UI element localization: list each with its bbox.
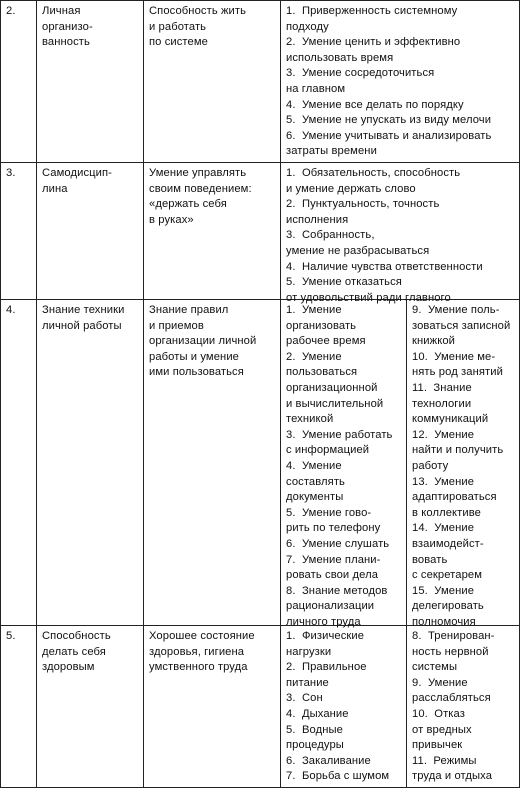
skill-item: 6. Умение слушать [286,538,390,550]
competency-name: ванность [42,36,90,49]
skill-item: системы [412,661,458,674]
row-number: 5. [6,630,16,642]
skill-item: 5. Умение гово- [286,506,372,519]
competency-name: личной работы [42,319,122,332]
skill-item: 10. Отказ [412,708,465,720]
competency-name: здоровым [42,661,95,674]
skill-item: 3. Собранность, [286,229,375,242]
skill-item: от вредных [412,723,472,736]
skill-item: исполнения [286,213,349,226]
skill-item: документы [286,491,344,504]
skill-item: и умение держать слово [286,182,416,195]
competency-name: делать себя [42,645,106,658]
skill-item: 7. Борьба с шумом [286,770,390,783]
column-border [143,0,144,788]
skill-item: ровать свои дела [286,569,379,582]
row-number: 4. [6,304,16,316]
competency-definition: ими пользоваться [149,366,244,379]
competency-definition: по системе [149,36,208,49]
skill-item: 11. Знание [412,382,472,394]
competency-definition: организации личной [149,335,257,348]
skill-item: 14. Умение [412,522,475,535]
skill-item: 5. Умение не упускать из виду мелочи [286,114,492,127]
skill-item: 4. Дыхание [286,708,349,720]
competency-definition: Способность жить [149,5,247,17]
skill-item: книжкой [412,335,455,348]
skill-item: умение не разбрасываться [286,245,430,257]
skill-item: 2. Пунктуальность, точность [286,198,440,211]
skill-item: 3. Сон [286,692,323,705]
skill-item: 13. Умение [412,475,475,488]
skill-item: 1. Физические [286,630,365,642]
column-border [36,0,37,788]
skill-item: 12. Умение [412,428,475,441]
skill-item: на главном [286,83,346,95]
skill-item: 9. Умение поль- [412,304,500,316]
row-border [0,162,520,163]
skill-item: 2. Правильное [286,661,367,674]
skill-item: зоваться записной [412,319,511,332]
skill-item: от удовольствий ради главного [286,291,451,304]
skill-item: организационной [286,382,378,394]
skill-item: ность нервной [412,645,489,658]
skill-item: 9. Умение [412,676,468,689]
competency-name: Личная [42,5,81,17]
skill-item: найти и получить [412,444,504,457]
skill-item: 10. Умение ме- [412,350,496,363]
competency-definition: здоровья, гигиена [149,645,245,658]
competency-definition: умственного труда [149,661,248,674]
row-number: 2. [6,5,16,17]
skill-item: 11. Режимы [412,754,477,767]
competency-definition: в руках» [149,213,194,226]
column-border [406,299,407,788]
skill-item: процедуры [286,739,344,752]
competency-definition: Хорошее состояние [149,630,255,642]
skill-item: и вычислительной [286,397,384,410]
competency-name: организо- [42,20,93,33]
skill-item: коммуникаций [412,413,489,426]
competency-definition: Знание правил [149,304,229,316]
competency-definition: своим поведением: [149,182,252,195]
competency-name: Способность [42,630,111,642]
skill-item: полномочия [412,616,476,628]
skill-item: нять род занятий [412,366,503,379]
skill-item: личного труда [286,616,361,628]
skill-item: 4. Умение [286,460,342,472]
skill-item: в коллективе [412,506,481,519]
skill-item: техникой [286,413,334,426]
skill-item: 7. Умение плани- [286,553,381,566]
skill-item: расслабляться [412,692,491,705]
skill-item: вовать [412,553,448,566]
skill-item: 6. Закаливание [286,754,371,767]
skill-item: с информацией [286,444,370,457]
skill-item: взаимодейст- [412,538,484,550]
column-border [280,0,281,788]
skill-item: нагрузки [286,645,332,658]
skill-item: 2. Умение ценить и эффективно [286,36,461,49]
skill-item: 1. Умение [286,304,342,316]
skill-item: рационализации [286,600,375,613]
row-border [0,0,520,1]
skill-item: привычек [412,739,463,752]
skill-item: 8. Тренирован- [412,630,495,642]
competency-name: Самодисцип- [42,167,113,179]
skill-item: 1. Обязательность, способность [286,167,461,179]
skill-item: 4. Наличие чувства ответственности [286,260,483,273]
skill-item: 15. Умение [412,584,475,597]
skill-item: работу [412,460,449,472]
skill-item: адаптироваться [412,491,497,504]
skill-item: организовать [286,319,357,332]
skill-item: питание [286,676,329,689]
skill-item: с секретарем [412,569,483,582]
skill-item: 1. Приверженность системному [286,5,458,17]
skill-item: рабочее время [286,335,366,348]
skill-item: затраты времени [286,145,377,158]
skill-item: 3. Умение работать [286,428,393,441]
skill-item: 5. Умение отказаться [286,276,402,289]
competency-definition: и работать [149,20,207,33]
competency-name: лина [42,182,68,195]
skill-item: подходу [286,20,329,33]
competency-definition: Умение управлять [149,167,247,179]
skill-item: 3. Умение сосредоточиться [286,67,435,80]
competency-name: Знание техники [42,304,125,316]
skill-item: использовать время [286,51,394,64]
skill-item: 8. Знание методов [286,584,388,597]
skill-item: рить по телефону [286,522,381,535]
skill-item: технологии [412,397,472,410]
skill-item: 5. Водные [286,723,343,736]
competency-definition: работы и умение [149,350,239,363]
skill-item: 4. Умение все делать по порядку [286,98,464,111]
skill-item: составлять [286,475,345,488]
row-number: 3. [6,167,16,179]
competency-definition: и приемов [149,319,204,332]
skill-item: пользоваться [286,366,358,379]
skill-item: труда и отдыха [412,770,493,783]
skill-item: 6. Умение учитывать и анализировать [286,129,492,142]
competency-definition: «держать себя [149,198,227,211]
column-border [0,0,1,788]
skill-item: делегировать [412,600,484,613]
skill-item: 2. Умение [286,350,342,363]
